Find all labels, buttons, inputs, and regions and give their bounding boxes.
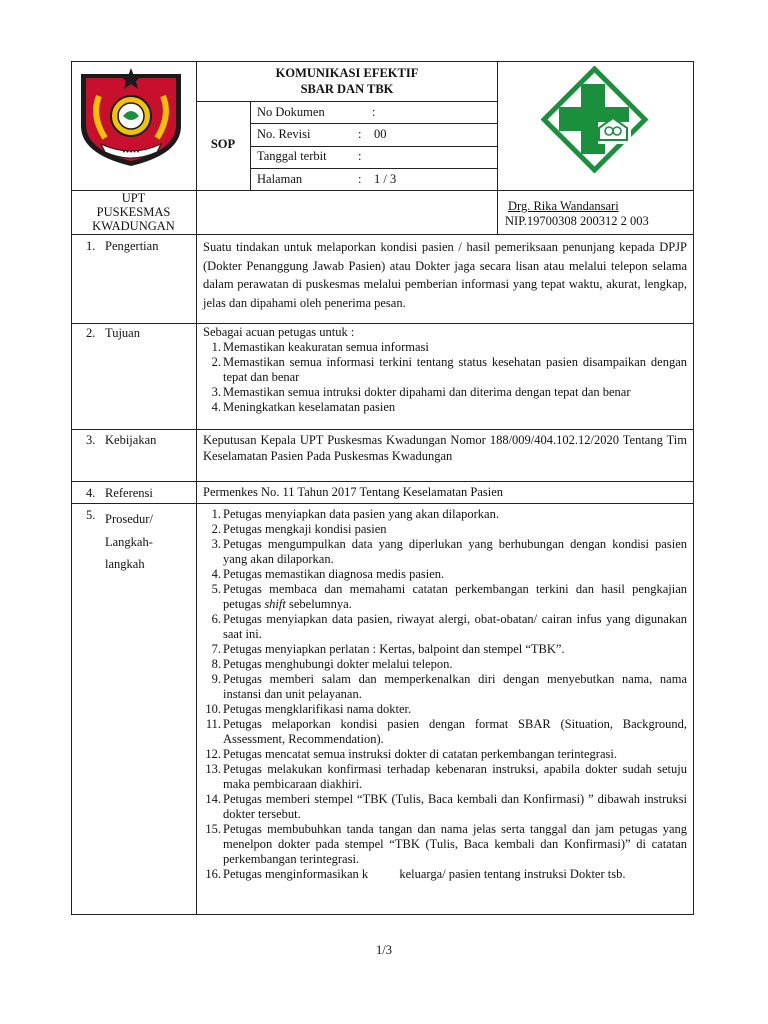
puskesmas-green-cross-logo	[541, 66, 648, 173]
prosedur-item-text: Petugas melakukan konfirmasi terhadap kebenaran instruksi, apabila dokter sudah setuju maka pembicaraan diakhiri.	[223, 762, 687, 791]
title-bottom-line	[196, 101, 498, 102]
section-2-number: 2.	[86, 326, 96, 340]
sop-title-line-1: KOMUNIKASI EFEKTIF	[275, 66, 419, 80]
tujuan-list	[203, 340, 687, 415]
prosedur-item	[203, 762, 687, 792]
tujuan-item-number: 1.	[211, 340, 221, 354]
prosedur-item-number: 9.	[211, 672, 221, 686]
prosedur-item-number: 7.	[211, 642, 221, 656]
tujuan-item-number: 2.	[211, 355, 221, 369]
tujuan-item-text: Memastikan keakuratan semua informasi	[223, 340, 429, 354]
prosedur-item	[203, 822, 687, 867]
section-4-text: Permenkes No. 11 Tahun 2017 Tentang Keselamatan Pasien	[203, 485, 504, 499]
tujuan-item-number: 3.	[211, 385, 221, 399]
field-no-revisi-label: No. Revisi	[257, 127, 311, 141]
prosedur-item-text: Petugas memberi salam dan memperkenalkan diri dengan menyebutkan nama, nama instansi dan unit pelayanan.	[223, 672, 687, 701]
prosedur-item-text-b: sebelumnya.	[285, 597, 352, 611]
prosedur-item	[203, 747, 687, 762]
prosedur-item-text: Petugas memberi stempel “TBK (Tulis, Baca kembali dan Konfirmasi) ” dibawah instruksi dokter tersebut.	[223, 792, 687, 821]
field-halaman-label: Halaman	[257, 172, 303, 186]
section-5-label-line-3: langkah	[105, 557, 145, 571]
prosedur-item-text: Petugas menghubungi dokter melalui telepon.	[223, 657, 453, 671]
section-5-label-line-2: Langkah-	[105, 534, 153, 549]
prosedur-item	[203, 582, 687, 612]
tujuan-item	[203, 355, 687, 385]
prosedur-item-number: 14.	[205, 792, 221, 806]
prosedur-item-text: Petugas melaporkan kondisi pasien dengan format SBAR (Situation, Background, Assessment, Recommendation).	[223, 717, 687, 746]
prosedur-item-text: Petugas memastikan diagnosa medis pasien.	[223, 567, 445, 581]
tujuan-item-text: Memastikan semua intruksi dokter dipahami dan diterima dengan tepat dan benar	[223, 385, 631, 399]
prosedur-item-number: 12.	[205, 747, 221, 761]
prosedur-item	[203, 702, 687, 717]
section-4-label: Referensi	[105, 486, 153, 500]
field-tanggal-terbit-sep: :	[358, 149, 362, 163]
prosedur-item-text-a: Petugas membaca dan memahami catatan perkembangan terkini dan hasil pengkajian petugas	[223, 582, 687, 611]
section-1-text: Suatu tindakan untuk melaporkan kondisi pasien / hasil pemeriksaan penunjang kepada DPJP (Dokter Penanggung Jawab Pasien) atau Dokter jaga secara lisan atau melalui telepon selama dalam perawatan di puskesmas melalui pemberian informasi yang tepat waktu, akurat, lengkap, jelas dan dipahami oleh penerima pesan.	[203, 240, 687, 310]
prosedur-item-text: Petugas mengumpulkan data yang diperlukan yang berhubungan dengan kondisi pasien yang akan dilaporkan.	[223, 537, 687, 566]
prosedur-item-text: Petugas mengkaji kondisi pasien	[223, 522, 387, 536]
prosedur-item	[203, 672, 687, 702]
field-line-2	[250, 146, 498, 147]
row-line-referensi	[71, 503, 694, 504]
tujuan-item-number: 4.	[211, 400, 221, 414]
section-1-number: 1.	[86, 239, 96, 253]
prosedur-item-text: Petugas menyiapkan data pasien yang akan dilaporkan.	[223, 507, 499, 521]
prosedur-item	[203, 522, 687, 537]
prosedur-item-number: 15.	[205, 822, 221, 836]
section-2-label: Tujuan	[105, 326, 140, 340]
prosedur-item-text: Petugas mengklarifikasi nama dokter.	[223, 702, 412, 716]
field-halaman-value: 1 / 3	[374, 172, 397, 186]
prosedur-item-number: 8.	[211, 657, 221, 671]
tujuan-item-text: Memastikan semua informasi terkini tentang status kesehatan pasien disampaikan dengan tepat dan benar	[223, 355, 687, 384]
prosedur-item	[203, 717, 687, 747]
prosedur-item-number: 6.	[211, 612, 221, 626]
signer-name: Drg. Rika Wandansari	[508, 199, 619, 213]
prosedur-item	[203, 867, 687, 882]
tujuan-item	[203, 400, 687, 415]
table-bottom-border	[71, 914, 694, 915]
prosedur-item-number: 11.	[205, 717, 221, 731]
prosedur-item	[203, 612, 687, 642]
field-no-dokumen-sep: :	[372, 105, 376, 119]
section-5-number: 5.	[86, 508, 96, 522]
field-no-revisi-sep: :	[358, 127, 362, 141]
prosedur-item-text: Petugas membubuhkan tanda tangan dan nama jelas serta tanggal dan jam petugas yang menelpon dokter pada stempel “TBK (Tulis, Baca kembali dan Konfirmasi)” di catatan perkembangan terintegrasi.	[223, 822, 687, 866]
prosedur-item-number: 13.	[205, 762, 221, 776]
header-bottom-line	[71, 234, 694, 235]
section-5-label-line-1: Prosedur/	[105, 512, 153, 526]
field-tanggal-terbit-label: Tanggal terbit	[257, 149, 327, 163]
sop-title	[196, 65, 498, 97]
prosedur-item-number: 4.	[211, 567, 221, 581]
section-3-text: Keputusan Kepala UPT Puskesmas Kwadungan Nomor 188/009/404.102.12/2020 Tentang Tim Keselamatan Pasien Pada Puskesmas Kwadungan	[203, 433, 687, 463]
org-name-line-1: UPT	[121, 191, 146, 205]
section-3-label: Kebijakan	[105, 433, 157, 447]
prosedur-item	[203, 507, 687, 522]
section-4-number: 4.	[86, 486, 96, 500]
table-top-border	[71, 61, 694, 62]
prosedur-item-text-italic: shift	[264, 597, 286, 611]
tujuan-item	[203, 340, 687, 355]
prosedur-item-text: Petugas menginformasikan k keluarga/ pasien tentang instruksi Dokter tsb.	[223, 867, 626, 881]
prosedur-item-text: Petugas mencatat semua instruksi dokter di catatan perkembangan terintegrasi.	[223, 747, 617, 761]
section-5-label	[105, 508, 153, 576]
field-line-1	[250, 123, 498, 124]
prosedur-item-text: Petugas menyiapkan perlatan : Kertas, balpoint dan stempel “TBK”.	[223, 642, 565, 656]
row-line-kebijakan	[71, 481, 694, 482]
prosedur-item	[203, 537, 687, 567]
prosedur-item-text: Petugas menyiapkan data pasien, riwayat alergi, obat-obatan/ cairan infus yang digunakan saat ini.	[223, 612, 687, 641]
section-3-number: 3.	[86, 433, 96, 447]
prosedur-item-number: 10.	[205, 702, 221, 716]
prosedur-item	[203, 567, 687, 582]
prosedur-item-number: 5.	[211, 582, 221, 596]
org-name-line-3: KWADUNGAN	[92, 219, 175, 233]
prosedur-item	[203, 792, 687, 822]
prosedur-list	[203, 507, 687, 882]
prosedur-item-number: 16.	[205, 867, 221, 881]
prosedur-item-number: 1.	[211, 507, 221, 521]
signer-nip: NIP.19700308 200312 2 003	[505, 214, 649, 228]
section-2-intro: Sebagai acuan petugas untuk :	[203, 325, 355, 339]
row-line-tujuan	[71, 429, 694, 430]
row-line-pengertian	[71, 323, 694, 324]
field-halaman-sep: :	[358, 172, 362, 186]
field-no-dokumen-label: No Dokumen	[257, 105, 325, 119]
field-no-revisi-value: 00	[374, 127, 387, 141]
org-name-line-2: PUSKESMAS	[96, 205, 171, 219]
org-name	[71, 191, 196, 233]
tujuan-item	[203, 385, 687, 400]
field-line-3	[250, 168, 498, 169]
page-number: 1/3	[376, 943, 392, 957]
svg-text:•••••: •••••	[122, 149, 140, 156]
regency-coat-of-arms-logo	[77, 66, 185, 170]
sop-label: SOP	[210, 137, 236, 151]
prosedur-item	[203, 657, 687, 672]
prosedur-item-number: 3.	[211, 537, 221, 551]
section-1-label: Pengertian	[105, 239, 159, 253]
prosedur-item-number: 2.	[211, 522, 221, 536]
prosedur-item	[203, 642, 687, 657]
tujuan-item-text: Meningkatkan keselamatan pasien	[223, 400, 396, 414]
sop-title-line-2: SBAR DAN TBK	[300, 82, 394, 96]
